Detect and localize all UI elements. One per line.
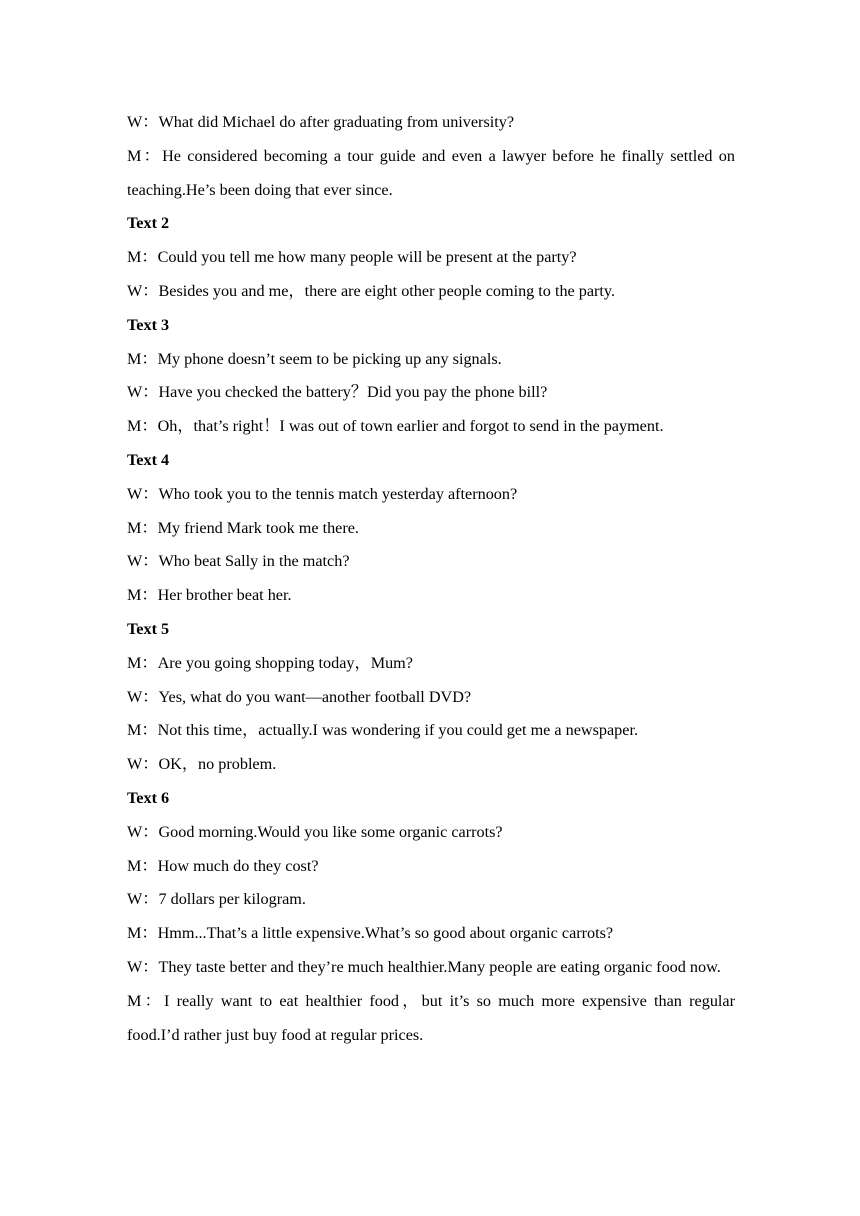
dialogue-line: M：My friend Mark took me there.: [127, 518, 359, 537]
section-heading: Text 6: [127, 788, 170, 807]
document-page: [127, 106, 735, 1052]
section-heading: Text 3: [127, 315, 170, 334]
dialogue-line: W：Besides you and me，there are eight other people coming to the party.: [127, 281, 616, 300]
dialogue-line: W：Who beat Sally in the match?: [127, 552, 350, 571]
section-heading: Text 2: [127, 214, 170, 233]
dialogue-line: M：Hmm...That’s a little expensive.What’s so good about organic carrots?: [127, 924, 614, 943]
dialogue-paragraph: W：They taste better and they’re much healthier.Many people are eating organic food now.: [127, 957, 721, 976]
dialogue-line: W：7 dollars per kilogram.: [127, 890, 306, 909]
dialogue-line: W：OK，no problem.: [127, 755, 277, 774]
dialogue-line: W：Who took you to the tennis match yesterday afternoon?: [127, 484, 518, 503]
dialogue-line: W：Yes, what do you want—another football DVD?: [127, 687, 472, 706]
dialogue-paragraph: M：I really want to eat healthier food，but it’s so much more expensive than regular food.I’d rather just buy food at regular prices.: [127, 991, 735, 1044]
dialogue-line: M：Her brother beat her.: [127, 586, 292, 605]
dialogue-line: M：My phone doesn’t seem to be picking up any signals.: [127, 349, 502, 368]
dialogue-paragraph: M：He considered becoming a tour guide and even a lawyer before he finally settled on teaching.He’s been doing that ever since.: [127, 146, 735, 199]
dialogue-line: M：How much do they cost?: [127, 856, 319, 875]
dialogue-line: W：Good morning.Would you like some organic carrots?: [127, 822, 503, 841]
dialogue-line: W：Have you checked the battery？Did you pay the phone bill?: [127, 383, 548, 402]
dialogue-line: W：What did Michael do after graduating from university?: [127, 113, 515, 131]
dialogue-line: M：Could you tell me how many people will be present at the party?: [127, 248, 577, 267]
dialogue-line: M：Are you going shopping today，Mum?: [127, 653, 413, 672]
dialogue-line: M：Not this time，actually.I was wondering if you could get me a newspaper.: [127, 721, 638, 740]
section-heading: Text 4: [127, 450, 170, 469]
section-heading: Text 5: [127, 619, 170, 638]
dialogue-line: M：Oh，that’s right！I was out of town earlier and forgot to send in the payment.: [127, 417, 664, 436]
